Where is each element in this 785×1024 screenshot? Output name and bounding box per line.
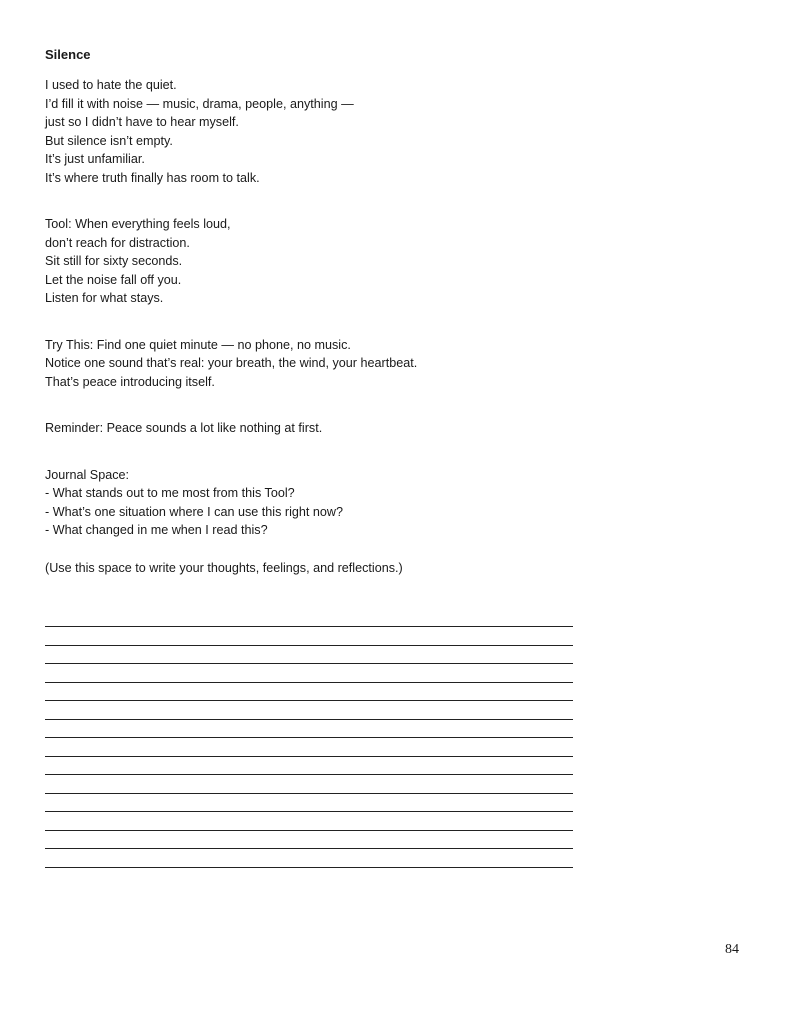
writing-line[interactable] [45, 682, 573, 683]
tool-block [45, 215, 585, 308]
writing-line[interactable] [45, 830, 573, 831]
poem-line: But silence isn’t empty. [45, 133, 173, 148]
page-title: Silence [45, 47, 91, 62]
writing-line[interactable] [45, 774, 573, 775]
writing-line[interactable] [45, 867, 573, 868]
page-number: 84 [725, 942, 739, 957]
reminder-block [45, 419, 585, 438]
poem-line: It’s where truth finally has room to talk. [45, 170, 260, 185]
writing-line[interactable] [45, 719, 573, 720]
writing-line[interactable] [45, 626, 573, 627]
writing-line[interactable] [45, 848, 573, 849]
tool-line: Sit still for sixty seconds. [45, 254, 183, 268]
writing-line[interactable] [45, 737, 573, 738]
poem-line: I’d fill it with noise — music, drama, people, anything — [45, 96, 354, 111]
tool-line: don’t reach for distraction. [45, 235, 190, 250]
poem-block [45, 76, 585, 187]
try-this-line: Try This: Find one quiet minute — no phone, no music. [45, 337, 351, 352]
tool-line: Tool: When everything feels loud, [45, 217, 231, 231]
tool-line: Let the noise fall off you. [45, 272, 182, 287]
instruction-block [45, 559, 585, 578]
journal-prompt: - What’s one situation where I can use this right now? [45, 504, 343, 519]
writing-lines[interactable] [45, 626, 573, 885]
journal-prompt: - What changed in me when I read this? [45, 523, 268, 537]
journal-heading: Journal Space: [45, 467, 130, 482]
writing-line[interactable] [45, 811, 573, 812]
poem-line: I used to hate the quiet. [45, 78, 177, 92]
writing-line[interactable] [45, 663, 573, 664]
writing-line[interactable] [45, 793, 573, 794]
instruction-line: (Use this space to write your thoughts, feelings, and reflections.) [45, 560, 403, 575]
document-page [45, 46, 585, 577]
journal-block [45, 466, 585, 540]
poem-line: just so I didn’t have to hear myself. [45, 115, 239, 129]
try-this-line: Notice one sound that’s real: your breath, the wind, your heartbeat. [45, 356, 418, 370]
try-this-block [45, 336, 585, 392]
poem-line: It’s just unfamiliar. [45, 152, 145, 166]
writing-line[interactable] [45, 700, 573, 701]
tool-line: Listen for what stays. [45, 291, 164, 305]
reminder-line: Reminder: Peace sounds a lot like nothing at first. [45, 421, 323, 435]
journal-prompt: - What stands out to me most from this Tool? [45, 486, 295, 500]
writing-line[interactable] [45, 756, 573, 757]
writing-line[interactable] [45, 645, 573, 646]
try-this-line: That’s peace introducing itself. [45, 374, 215, 389]
